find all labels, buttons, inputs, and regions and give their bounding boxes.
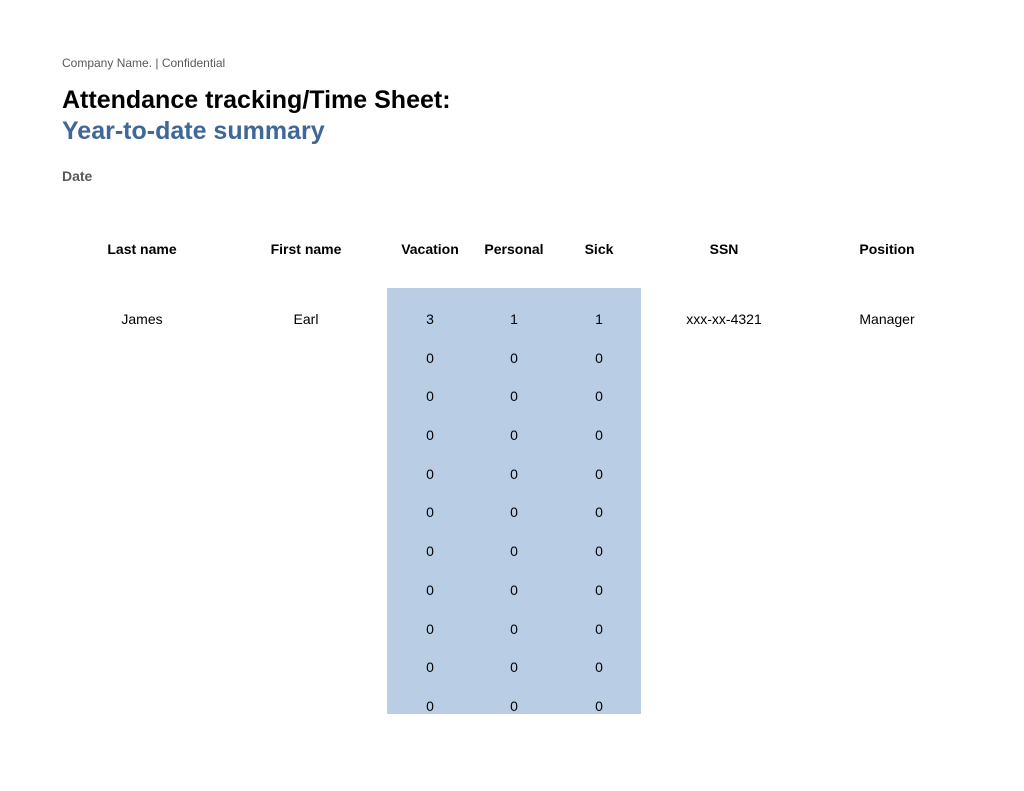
cell-vacation: 0 [426,659,434,676]
table-row [0,686,1024,725]
cell-personal: 0 [510,659,518,676]
cell-sick: 0 [595,620,603,637]
cell-sick: 0 [595,543,603,560]
cell-sick: 0 [595,697,603,714]
cell-personal: 0 [510,620,518,637]
cell-vacation: 0 [426,543,434,560]
cell-personal: 0 [510,388,518,405]
cell-sick: 0 [595,659,603,676]
cell-personal: 0 [510,543,518,560]
cell-sick: 0 [595,388,603,405]
cell-position: Manager [859,311,915,327]
cell-sick: 1 [595,311,603,327]
column-header-first-name: First name [270,241,342,257]
cell-vacation: 0 [426,620,434,637]
table-row [0,531,1024,570]
cell-sick: 0 [595,427,603,444]
column-header-last-name: Last name [107,241,177,257]
cell-vacation: 3 [426,311,434,327]
column-header-sick: Sick [584,241,614,257]
table-row [0,492,1024,531]
cell-sick: 0 [595,504,603,521]
cell-personal: 0 [510,504,518,521]
cell-personal: 0 [510,427,518,444]
table-body [0,299,1024,725]
date-label: Date [62,168,93,184]
cell-personal: 0 [510,349,518,366]
table-row [0,299,1024,338]
table-row [0,338,1024,377]
cell-last-name: James [121,311,163,327]
cell-personal: 0 [510,697,518,714]
column-header-ssn: SSN [709,241,739,257]
cell-vacation: 0 [426,504,434,521]
column-header-personal: Personal [484,241,544,257]
page-subtitle: Year-to-date summary [62,117,325,145]
column-header-position: Position [859,241,915,257]
cell-vacation: 0 [426,697,434,714]
page-header: Company Name. | Confidential [62,56,226,70]
cell-sick: 0 [595,349,603,366]
cell-vacation: 0 [426,349,434,366]
cell-personal: 0 [510,465,518,482]
table-row [0,609,1024,648]
cell-personal: 1 [510,311,518,327]
cell-first-name: Earl [293,311,319,327]
cell-vacation: 0 [426,427,434,444]
cell-sick: 0 [595,581,603,598]
cell-ssn: xxx-xx-4321 [686,311,762,327]
table-row [0,570,1024,609]
cell-personal: 0 [510,581,518,598]
table-row [0,454,1024,493]
table-row [0,647,1024,686]
table-row [0,415,1024,454]
cell-sick: 0 [595,465,603,482]
table-row [0,376,1024,415]
column-header-vacation: Vacation [401,241,459,257]
cell-vacation: 0 [426,581,434,598]
page-title: Attendance tracking/Time Sheet: [62,86,451,114]
cell-vacation: 0 [426,388,434,405]
cell-vacation: 0 [426,465,434,482]
